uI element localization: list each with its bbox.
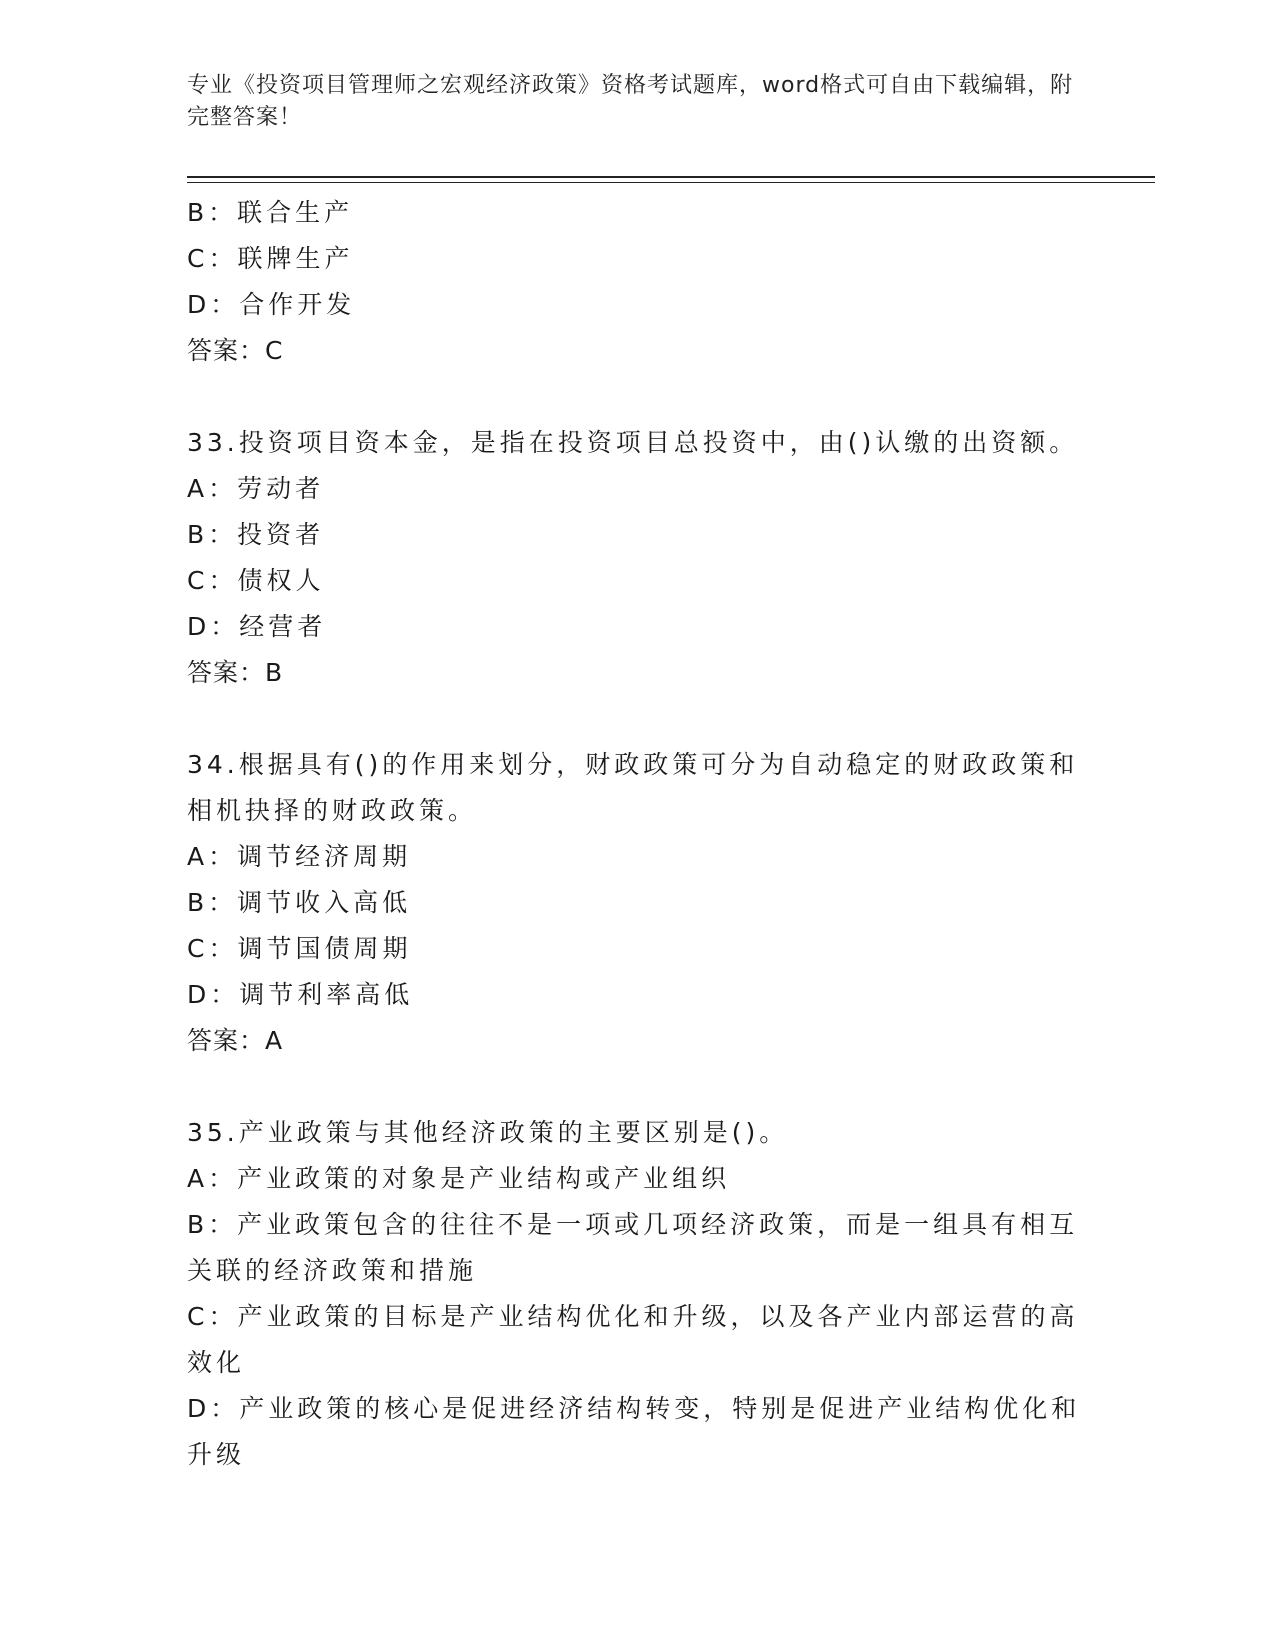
option-b: B：投资者	[187, 520, 325, 549]
answer-line: 答案：C	[187, 336, 284, 365]
option-b-line2: 关联的经济政策和措施	[187, 1256, 478, 1285]
option-a: A：产业政策的对象是产业结构或产业组织	[187, 1164, 731, 1193]
answer-line: 答案：B	[187, 658, 284, 687]
question-text: 35.产业政策与其他经济政策的主要区别是()。	[187, 1118, 789, 1147]
option-c: C：调节国债周期	[187, 934, 412, 963]
option-d-line2: 升级	[187, 1440, 246, 1469]
spacer	[187, 696, 1087, 742]
option-d: D：调节利率高低	[187, 980, 414, 1009]
option-c-line2: 效化	[187, 1348, 246, 1377]
question-text: 33.投资项目资本金，是指在投资项目总投资中，由()认缴的出资额。	[187, 428, 1079, 457]
question-35	[187, 1110, 1087, 1478]
option-b: B：联合生产	[187, 198, 354, 227]
answer-line: 答案：A	[187, 1026, 284, 1055]
question-text-line1: 34.根据具有()的作用来划分，财政政策可分为自动稳定的财政政策和	[187, 750, 1079, 779]
option-d: D：经营者	[187, 612, 327, 641]
spacer	[187, 374, 1087, 420]
header-title: 专业《投资项目管理师之宏观经济政策》资格考试题库，word格式可自由下载编辑，附完整答案！	[187, 73, 1074, 130]
option-a: A：调节经济周期	[187, 842, 412, 871]
header-rule-thin	[187, 182, 1155, 183]
option-c-line1: C：产业政策的目标是产业结构优化和升级，以及各产业内部运营的高	[187, 1302, 1079, 1331]
option-b-line1: B：产业政策包含的往往不是一项或几项经济政策，而是一组具有相互	[187, 1210, 1079, 1239]
option-d: D：合作开发	[187, 290, 356, 319]
question-text-line2: 相机抉择的财政政策。	[187, 796, 478, 825]
header-rule-thick	[187, 176, 1155, 178]
option-a: A：劳动者	[187, 474, 325, 503]
question-content	[187, 190, 1087, 1478]
question-32-tail	[187, 190, 1087, 374]
option-c: C：联牌生产	[187, 244, 354, 273]
option-b: B：调节收入高低	[187, 888, 412, 917]
option-d-line1: D：产业政策的核心是促进经济结构转变，特别是促进产业结构优化和	[187, 1394, 1081, 1423]
spacer	[187, 1064, 1087, 1110]
question-34	[187, 742, 1087, 1064]
option-c: C：债权人	[187, 566, 325, 595]
page-header	[187, 70, 1087, 134]
question-33	[187, 420, 1087, 696]
